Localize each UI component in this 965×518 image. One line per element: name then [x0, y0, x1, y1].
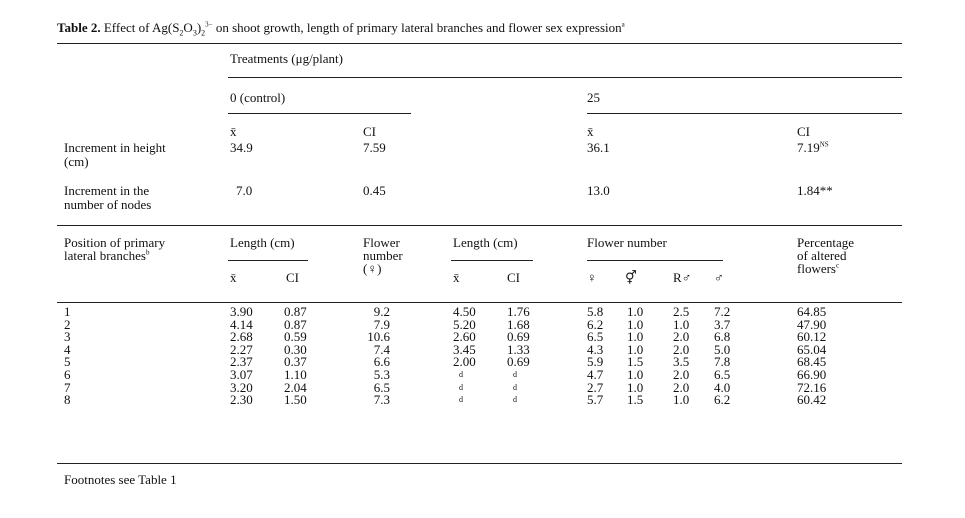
table-cell: 1.50	[284, 392, 307, 408]
table-cell: 1	[64, 304, 71, 319]
treatments-label: Treatments (μg/plant)	[230, 51, 344, 66]
table-cell: 1.0	[627, 316, 644, 332]
table-cell: 0.69	[507, 329, 530, 345]
table-cell: 60.42	[797, 392, 827, 408]
table-cell: 2	[64, 316, 71, 332]
table-cell: 1.0	[627, 366, 644, 382]
table-cell: 10.6	[367, 329, 390, 345]
control-mean-symbol: x̄	[230, 124, 237, 139]
table-cell: 2.68	[230, 329, 253, 345]
ns-mark: NS	[819, 140, 829, 149]
table-cell: 1.33	[507, 341, 530, 357]
control-group-rule	[228, 113, 411, 114]
table-cell: 0.37	[284, 354, 307, 370]
control-length-header: Length (cm)	[230, 235, 295, 250]
table-cell: 2.60	[453, 329, 476, 345]
height-control-mean: 34.9	[230, 140, 253, 155]
table-cell: 3.5	[673, 354, 690, 370]
table-cell: 7.4	[373, 341, 390, 357]
table-cell: 1.0	[673, 392, 690, 408]
col-pct-altered	[797, 306, 826, 407]
table-cell: 6.2	[714, 392, 731, 408]
top-rule	[57, 43, 902, 44]
row-label-height: Increment in height (cm)	[64, 140, 166, 169]
treat-ci-header: CI	[797, 124, 810, 139]
table-cell: 3	[64, 329, 71, 345]
table-cell: d	[459, 382, 463, 392]
table-cell: 60.12	[797, 329, 827, 345]
table-cell: 64.85	[797, 304, 827, 319]
table-cell: 3.07	[230, 366, 253, 382]
table-cell: 1.68	[507, 316, 530, 332]
nodes-treat-mean: 13.0	[587, 183, 610, 198]
col-treat-female	[587, 306, 603, 407]
title-text: Effect of $Ag(S_2O_3)_2^{3-}$ on shoot growth, length of primary lateral branches and flower sex expression$^a$	[103, 20, 625, 38]
treatments-rule	[228, 77, 902, 78]
table-title	[57, 21, 625, 41]
height-treat-mean: 36.1	[587, 140, 610, 155]
nodes-treat-ci: 1.84**	[797, 183, 833, 198]
table-cell: 1.5	[627, 354, 644, 370]
table-cell: 65.04	[797, 341, 827, 357]
table-cell: 2.5	[673, 304, 690, 319]
table-cell: 3.20	[230, 379, 253, 395]
table-cell: 4.0	[714, 379, 731, 395]
treat-group-rule	[587, 113, 902, 114]
table-cell: 68.45	[797, 354, 827, 370]
height-treat-ci: $7.19^{NS}$	[797, 140, 829, 155]
table-cell: d	[513, 382, 517, 392]
table-cell: 7.2	[714, 304, 731, 319]
male-header: ♂	[714, 270, 724, 285]
table-cell: 6.5	[587, 329, 604, 345]
group-control: 0 (control)	[230, 90, 286, 105]
col-control-flower	[360, 306, 390, 407]
table-cell: 2.00	[453, 354, 476, 370]
table-cell: 7.9	[373, 316, 390, 332]
col-treat-male	[714, 306, 730, 407]
table-cell: 4.14	[230, 316, 253, 332]
table-cell: d	[459, 395, 463, 405]
table-cell: 5.8	[587, 304, 604, 319]
treat-flower-header: Flower number	[587, 235, 667, 250]
group-treat: 25	[587, 90, 600, 105]
col-control-length-mean	[230, 306, 253, 407]
table-cell: 4.3	[587, 341, 604, 357]
table-cell: 72.16	[797, 379, 827, 395]
table-cell: 0.87	[284, 304, 307, 319]
table-cell: 4.7	[587, 366, 604, 382]
table-cell: 8	[64, 392, 71, 408]
body-rule	[57, 302, 902, 303]
table-cell: 1.0	[627, 304, 644, 319]
nodes-control-ci: 0.45	[363, 183, 386, 198]
col-treat-rmale	[673, 306, 689, 407]
table-cell: 2.04	[284, 379, 307, 395]
table-cell: d	[513, 369, 517, 379]
control-length-rule	[228, 260, 308, 261]
table-cell: 2.7	[587, 379, 604, 395]
table-cell: 0.69	[507, 354, 530, 370]
footnote: Footnotes see Table 1	[64, 472, 177, 487]
table-cell: 7.3	[373, 392, 390, 408]
table-cell: 1.76	[507, 304, 530, 319]
table-cell: 0.87	[284, 316, 307, 332]
table-label: Table 2.	[57, 20, 101, 35]
control-length-mean-symbol: x̄	[230, 270, 237, 285]
rmale-header: R♂	[673, 270, 692, 285]
table-cell: 3.90	[230, 304, 253, 319]
control-flower-header: Flower number (♀)	[363, 235, 403, 276]
table-cell: 1.0	[627, 379, 644, 395]
table-cell: 2.37	[230, 354, 253, 370]
table-cell: 2.27	[230, 341, 253, 357]
flower-number-rule	[587, 260, 723, 261]
table-cell: 1.10	[284, 366, 307, 382]
table-cell: 6	[64, 366, 71, 382]
table-cell: d	[513, 395, 517, 405]
table-cell: 2.0	[673, 379, 690, 395]
title-footnote-mark: a	[621, 20, 625, 29]
table-cell: 2.30	[230, 392, 253, 408]
height-control-ci: 7.59	[363, 140, 386, 155]
table-cell: 0.59	[284, 329, 307, 345]
table-cell: 7.8	[714, 354, 731, 370]
treat-length-ci-header: CI	[507, 270, 520, 285]
table-cell: 1.0	[673, 316, 690, 332]
col-treat-herm	[627, 306, 643, 407]
col-control-length-ci	[284, 306, 307, 407]
table-cell: 66.90	[797, 366, 827, 382]
table-cell: d	[459, 369, 463, 379]
control-ci-header: CI	[363, 124, 376, 139]
table-cell: 5.20	[453, 316, 476, 332]
table-cell: 2.0	[673, 366, 690, 382]
position-header: Position of primary lateral branches$^b$	[64, 235, 166, 263]
pct-header: Percentage of altered flowers$^c$	[797, 235, 855, 276]
bottom-rule	[57, 463, 902, 464]
table-cell: 1.0	[627, 329, 644, 345]
treat-length-header: Length (cm)	[453, 235, 518, 250]
control-length-ci-header: CI	[286, 270, 299, 285]
table-cell: 2.0	[673, 329, 690, 345]
table-cell: 5.7	[587, 392, 604, 408]
table-cell: 5.9	[587, 354, 604, 370]
table-cell: 6.5	[373, 379, 390, 395]
table-cell: 3.7	[714, 316, 731, 332]
treat-length-mean-symbol: x̄	[453, 270, 460, 285]
table-cell: 4	[64, 341, 71, 357]
table-cell: 1.0	[627, 341, 644, 357]
table-cell: 3.45	[453, 341, 476, 357]
nodes-control-mean: 7.0	[236, 183, 253, 198]
table-cell: 5.3	[373, 366, 390, 382]
table-cell: 1.5	[627, 392, 644, 408]
table-cell: 7	[64, 379, 71, 395]
table-cell: 2.0	[673, 341, 690, 357]
col-treat-length-ci	[507, 306, 530, 407]
col-treat-length-mean	[453, 306, 476, 407]
table-cell: 4.50	[453, 304, 476, 319]
row-label-nodes: Increment in the number of nodes	[64, 183, 152, 212]
treat-length-rule	[451, 260, 533, 261]
table-cell: 47.90	[797, 316, 827, 332]
table-cell: 9.2	[373, 304, 390, 319]
table-cell: 6.6	[373, 354, 390, 370]
female-header: ♀	[587, 270, 597, 285]
col-position	[64, 306, 71, 407]
table-cell: 6.8	[714, 329, 731, 345]
table-cell: 6.2	[587, 316, 604, 332]
table-cell: 5.0	[714, 341, 731, 357]
table-cell: 5	[64, 354, 71, 370]
mid-rule	[57, 225, 902, 226]
table-cell: 6.5	[714, 366, 731, 382]
table-cell: 0.30	[284, 341, 307, 357]
herm-header: ⚥	[625, 270, 637, 285]
treat-mean-symbol: x̄	[587, 124, 594, 139]
